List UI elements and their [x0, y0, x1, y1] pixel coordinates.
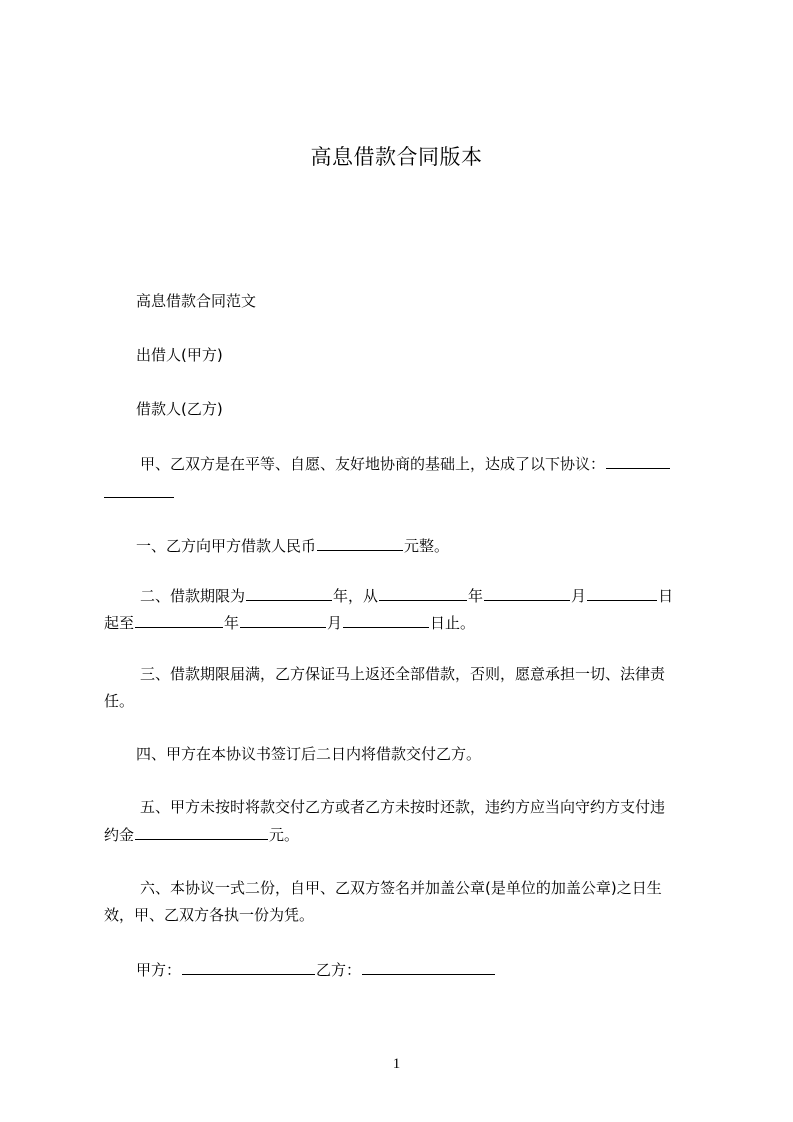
end-month-blank [240, 611, 326, 628]
month-label-2: 月 [327, 614, 343, 632]
lender-label: 出借人(甲方) [136, 346, 223, 364]
clause-2-sep: 年，从 [333, 587, 379, 605]
clause-3-line-1: 三、借款期限届满，乙方保证马上返还全部借款，否则，愿意承担一切、法律责 [140, 665, 666, 683]
party-b-label: 乙方： [316, 961, 362, 979]
clause-3-line-2: 任。 [104, 692, 135, 710]
year-label: 年 [468, 587, 484, 605]
clause-5-line-1: 五、甲方未按时将款交付乙方或者乙方未按时还款，违约方应当向守约方支付违 [140, 798, 666, 816]
end-year-blank [135, 611, 223, 628]
borrower-label: 借款人(乙方) [136, 400, 223, 418]
party-a-signature-blank [182, 958, 315, 975]
clause-1 [136, 534, 736, 557]
intro-blank [606, 452, 670, 469]
party-a-label: 甲方： [136, 961, 182, 979]
end-day-blank [343, 611, 429, 628]
term-blank [246, 584, 332, 601]
day-label: 日 [658, 587, 674, 605]
clause-2-line-1 [140, 584, 740, 607]
clause-5-line-2 [104, 823, 704, 846]
clause-5-prefix: 约金 [104, 826, 135, 844]
year-label-2: 年 [224, 614, 240, 632]
document-title: 高息借款合同版本 [310, 145, 483, 169]
penalty-blank [135, 823, 268, 840]
amount-blank [317, 534, 403, 551]
intro-text: 甲、乙双方是在平等、自愿、友好地协商的基础上，达成了以下协议： [140, 455, 606, 473]
clause-2-line2-prefix: 起至 [104, 614, 135, 632]
clause-2-end: 日止。 [430, 614, 476, 632]
party-b-signature-blank [362, 958, 495, 975]
clause-1-prefix: 一、乙方向甲方借款人民币 [136, 537, 317, 555]
page-number: 1 [392, 1056, 401, 1072]
clause-2-prefix: 二、借款期限为 [140, 587, 246, 605]
document-subtitle: 高息借款合同范文 [136, 292, 257, 310]
start-year-blank [379, 584, 467, 601]
intro-paragraph-cont [104, 481, 704, 504]
clause-6-line-1: 六、本协议一式二份，自甲、乙双方签名并加盖公章(是单位的加盖公章)之日生 [140, 879, 662, 897]
signature-line [136, 958, 736, 981]
clause-1-suffix: 元整。 [404, 537, 450, 555]
clause-4: 四、甲方在本协议书签订后二日内将借款交付乙方。 [136, 745, 482, 763]
start-month-blank [484, 584, 570, 601]
intro-paragraph [140, 452, 740, 475]
intro-blank-cont [104, 481, 174, 498]
start-day-blank [587, 584, 657, 601]
month-label: 月 [571, 587, 587, 605]
clause-2-line-2 [104, 611, 704, 634]
clause-5-suffix: 元。 [269, 826, 300, 844]
clause-6-line-2: 效，甲、乙双方各执一份为凭。 [104, 906, 315, 924]
